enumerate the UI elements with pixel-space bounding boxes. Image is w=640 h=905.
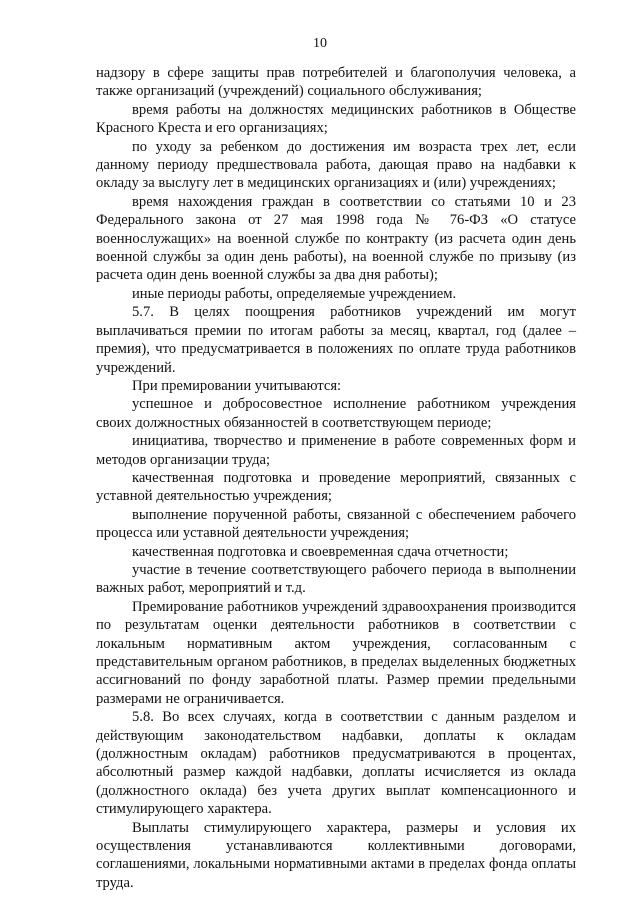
document-body: [96, 64, 576, 892]
paragraph: по уходу за ребенком до достижения им возраста трех лет, если данному периоду предшествовала работа, дающая право на надбавки к окладу за выслугу лет в медицинских организациях и (или) учреждениях;: [96, 138, 576, 192]
list-item: выполнение порученной работы, связанной с обеспечением рабочего процесса или уставной деятельности учреждения;: [96, 506, 576, 542]
section-5-7: 5.7. В целях поощрения работников учреждений им могут выплачиваться премии по итогам работы за месяц, квартал, год (далее – премия), что предусматривается в положениях по оплате труда работников учреждений.: [96, 304, 576, 376]
list-item: качественная подготовка и проведение мероприятий, связанных с уставной деятельностью учреждения;: [96, 469, 576, 505]
list-item: инициатива, творчество и применение в работе современных форм и методов организации труда;: [96, 433, 576, 468]
paragraph: Премирование работников учреждений здравоохранения производится по результатам оценки деятельности работников в соответствии с локальным нормативным актом учреждения, согласованным с представительным органом работников, в пределах выделенных бюджетных ассигнований по фонду заработной платы. Размер премии предельными размерами не ограничивается.: [96, 598, 576, 707]
list-item: качественная подготовка и своевременная сдача отчетности;: [132, 543, 509, 560]
paragraph: время работы на должностях медицинских работников в Обществе Красного Креста и его организациях;: [96, 101, 576, 137]
list-item: успешное и добросовестное исполнение работником учреждения своих должностных обязанностей в соответствующем периоде;: [96, 396, 576, 431]
paragraph: иные периоды работы, определяемые учреждением.: [132, 285, 457, 302]
page-number: 10: [313, 36, 327, 51]
paragraph: время нахождения граждан в соответствии со статьями 10 и 23 Федерального закона от 27 мая 1998 года № 76-ФЗ «О статусе военнослужащих» на военной службе по контракту (из расчета один день военной службы за один день работы), на военной службе по призыву (из расчета один день военной службы за два дня работы);: [96, 193, 576, 284]
list-item: участие в течение соответствующего рабочего периода в выполнении важных работ, мероприятий и т.д.: [96, 561, 576, 597]
paragraph-continuation: надзору в сфере защиты прав потребителей и благополучия человека, а также организаций (учреждений) социального обслуживания;: [96, 65, 576, 100]
paragraph: При премировании учитываются:: [132, 377, 342, 394]
section-5-8: 5.8. Во всех случаях, когда в соответствии с данным разделом и действующим законодательством надбавки, доплаты к окладам (должностным окладам) работников предусматриваются в процентах, абсолютный размер каждой надбавки, доплаты исчисляется из оклада (должностного оклада) без учета других выплат компенсационного и стимулирующего характера.: [96, 709, 576, 818]
paragraph: Выплаты стимулирующего характера, размеры и условия их осуществления устанавливаются коллективными договорами, соглашениями, локальными нормативными актами в пределах фонда оплаты труда.: [96, 819, 576, 891]
